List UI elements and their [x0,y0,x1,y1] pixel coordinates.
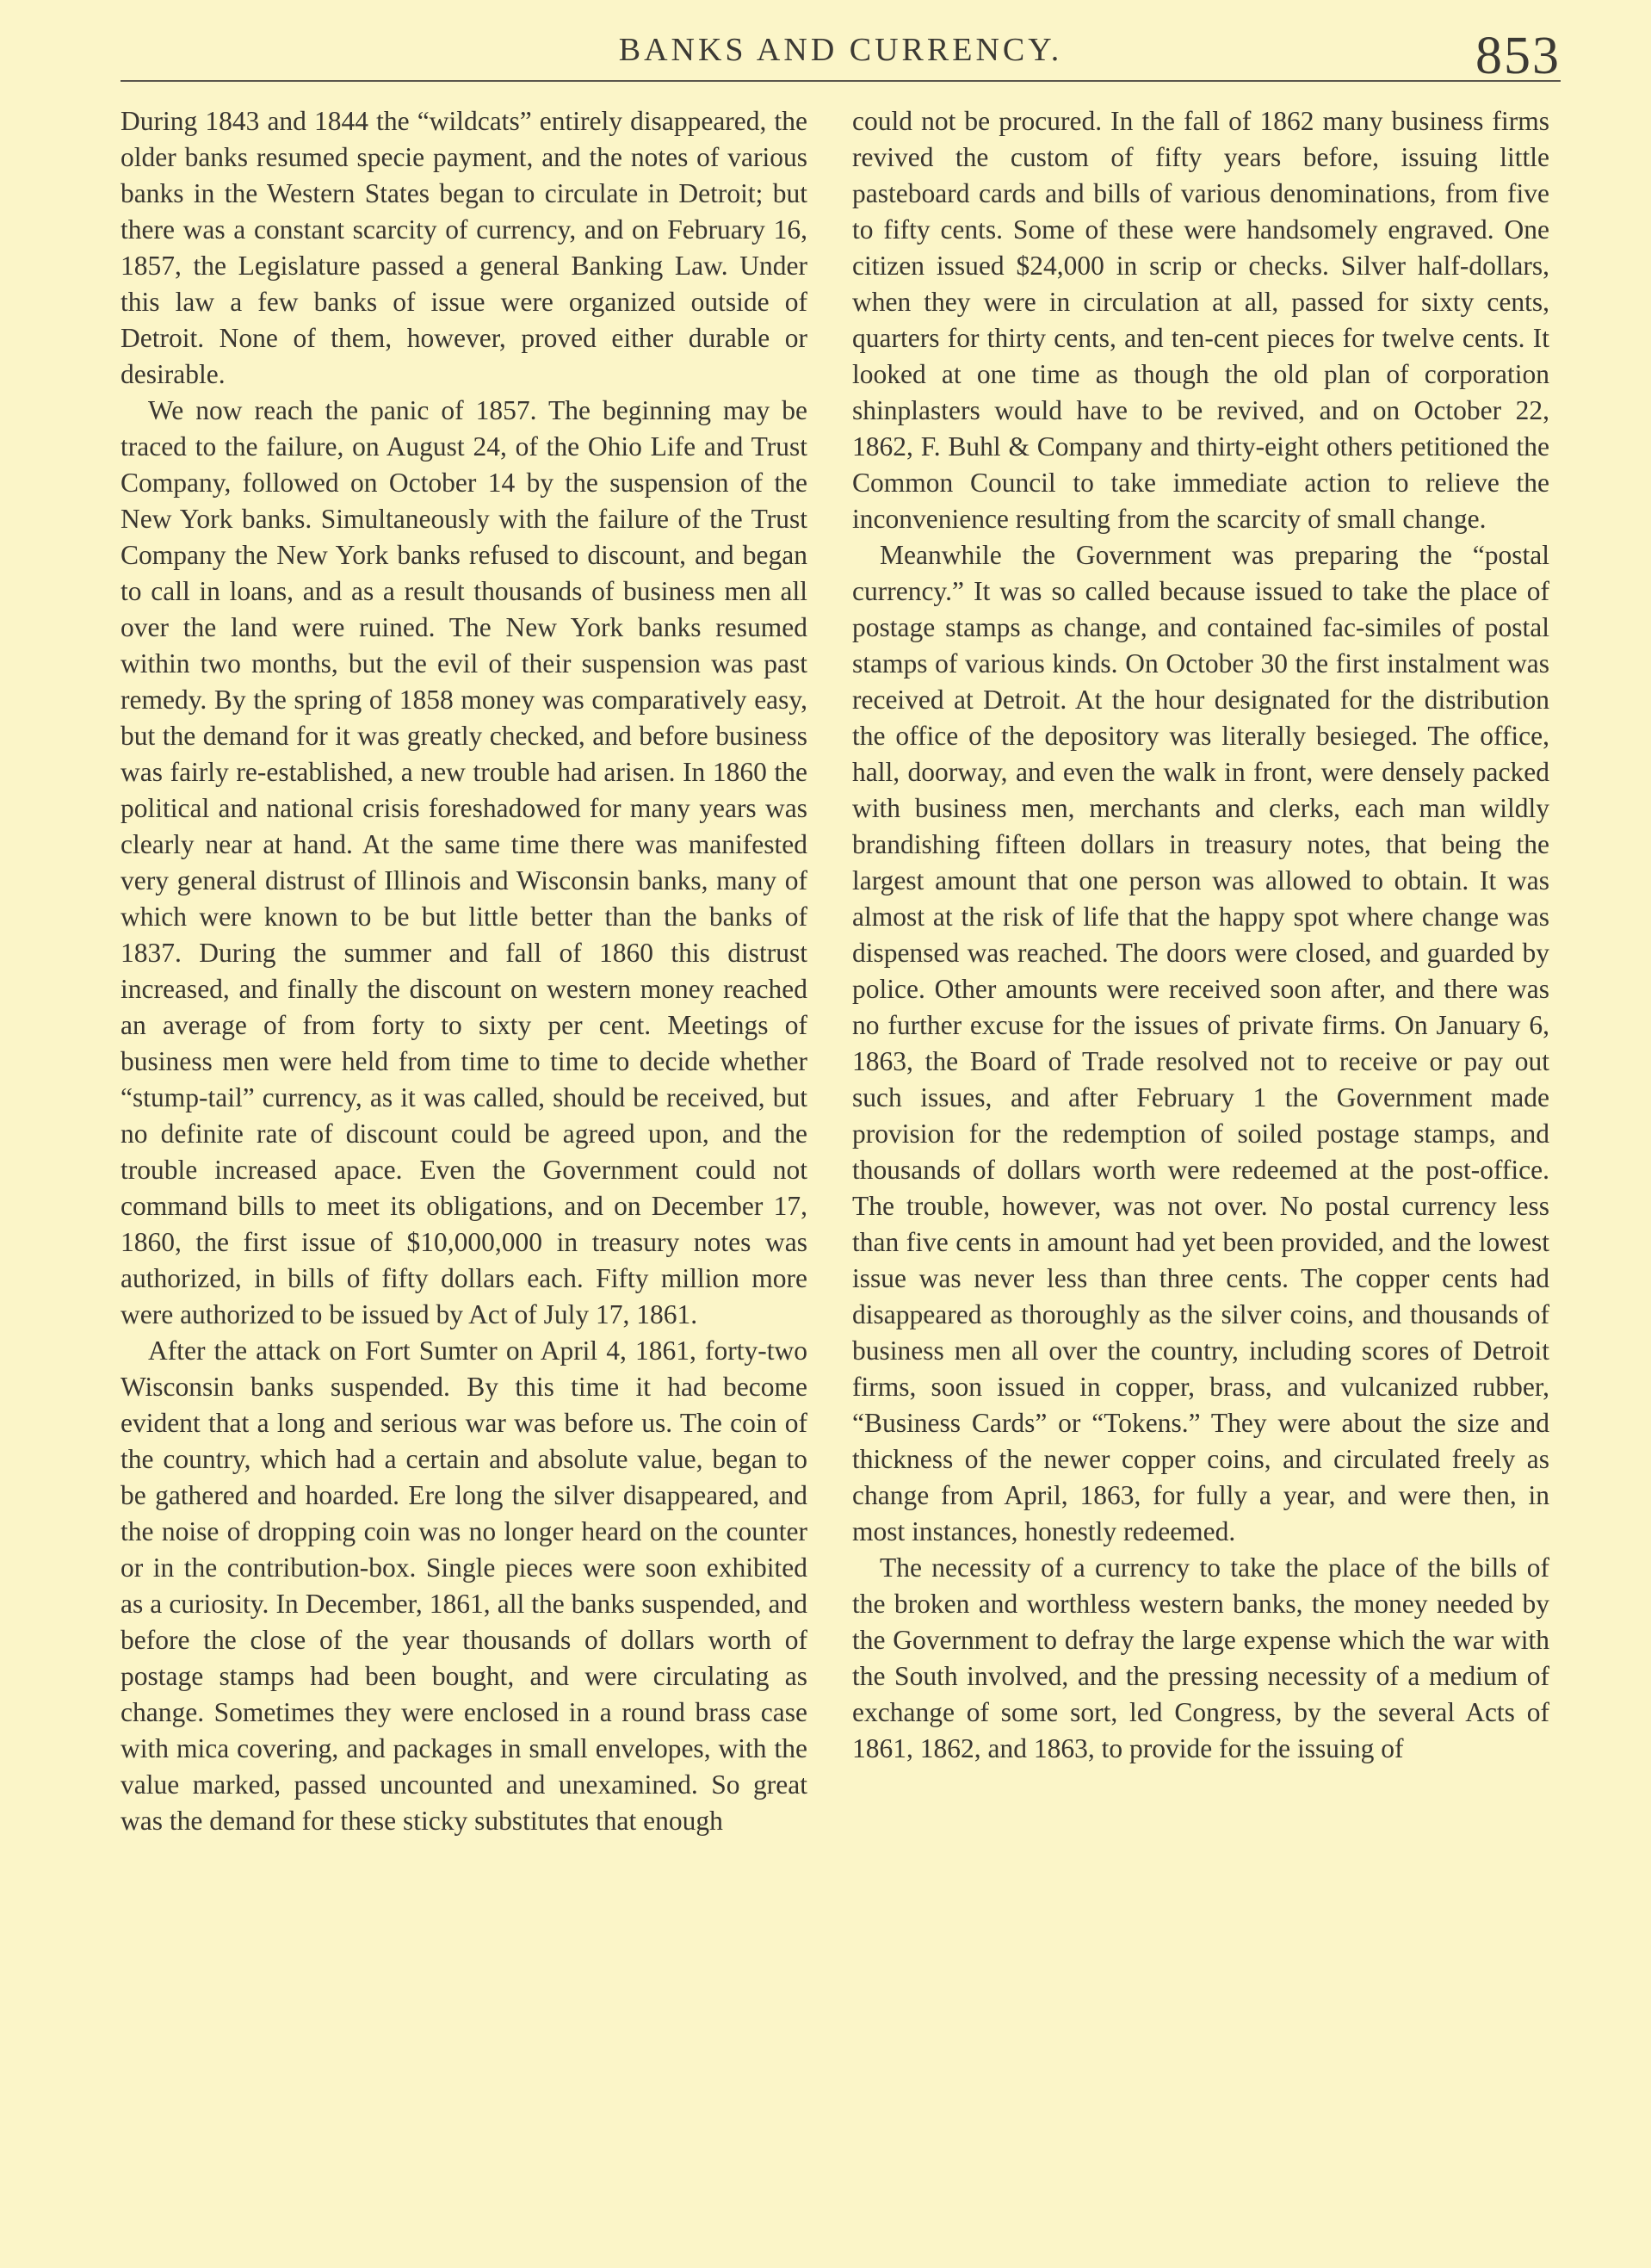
header-rule [121,80,1561,82]
paragraph-wildcats: During 1843 and 1844 the “wildcats” entirely disappeared, the older banks resumed specie payment, and the notes of various banks in the Western States began to circulate in Detroit; but there was a constant scarcity of currency, and on February 16, 1857, the Legislature passed a general Banking Law. Under this law a few banks of issue were organized outside of Detroit. None of them, however, proved either durable or desirable. [121,106,807,389]
paragraph-postal-currency: Meanwhile the Government was preparing the “postal currency.” It was so called because issued to take the place of postage stamps as change, and contained fac-similes of postal stamps of various kinds. On October 30 the first instalment was received at Detroit. At the hour designated for the distribution the office of the depository was literally besieged. The office, hall, doorway, and even the walk in front, were densely packed with business men, merchants and clerks, each man wildly brandishing fifteen dollars in treasury notes, that being the largest amount that one person was allowed to obtain. It was almost at the risk of life that the happy spot where change was dispensed was reached. The doors were closed, and guarded by police. Other amounts were received soon after, and there was no further excuse for the issues of private firms. On January 6, 1863, the Board of Trade resolved not to receive or pay out such issues, and after February 1 the Government made provision for the redemption of soiled postage stamps, and thousands of dollars worth were redeemed at the post-office. The trouble, however, was not over. No postal currency less than five cents in amount had yet been provided, and the lowest issue was never less than three cents. The copper cents had disappeared as thoroughly as the silver coins, and thousands of business men all over the country, including scores of Detroit firms, soon issued in copper, brass, and vulcanized rubber, “Business Cards” or “Tokens.” They were about the size and thickness of the newer copper coins, and circulated freely as change from April, 1863, for fully a year, and were then, in most instances, honestly redeemed. [852,540,1549,1546]
paragraph-fort-sumter: After the attack on Fort Sumter on April 4, 1861, forty-two Wisconsin banks suspended. By this time it had become evident that a long and serious war was before us. The coin of the country, which had a certain and absolute value, began to be gathered and hoarded. Ere long the silver disappeared, and the noise of dropping coin was no longer heard on the counter or in the contribution-box. Single pieces were soon exhibited as a curiosity. In December, 1861, all the banks suspended, and before the close of the year thousands of dollars worth of postage stamps had been bought, and were circulating as change. Sometimes they were enclosed in a round brass case with mica covering, and packages in small envelopes, with the value marked, passed uncounted and unexamined. So great was the demand for these sticky substitutes that enough [121,1335,807,1836]
paragraph-panic-1857: We now reach the panic of 1857. The beginning may be traced to the failure, on August 24, of the Ohio Life and Trust Company, followed on October 14 by the suspension of the New York banks. Simultaneously with the failure of the Trust Company the New York banks refused to discount, and began to call in loans, and as a result thousands of business men all over the land were ruined. The New York banks resumed within two months, but the evil of their suspension was past remedy. By the spring of 1858 money was comparatively easy, but the demand for it was greatly checked, and before business was fairly re-established, a new trouble had arisen. In 1860 the political and national crisis foreshadowed for many years was clearly near at hand. At the same time there was manifested very general distrust of Illinois and Wisconsin banks, many of which were known to be but little better than the banks of 1837. During the summer and fall of 1860 this distrust increased, and finally the discount on western money reached an average of from forty to sixty per cent. Meetings of business men were held from time to time to decide whether “stump-tail” currency, as it was called, should be received, but no definite rate of discount could be agreed upon, and the trouble increased apace. Even the Government could not command bills to meet its obligations, and on December 17, 1860, the first issue of $10,000,000 in treasury notes was authorized, in bills of fifty dollars each. Fifty million more were authorized to be issued by Act of July 17, 1861. [121,395,807,1329]
left-column [121,103,807,1839]
page-header [121,19,1561,85]
running-title: BANKS AND CURRENCY. [618,32,1063,68]
right-column [852,103,1549,1767]
paragraph-pasteboard-cards: could not be procured. In the fall of 1862 many business firms revived the custom of fifty years before, issuing little pasteboard cards and bills of various denominations, from five to fifty cents. Some of these were handsomely engraved. One citizen issued $24,000 in scrip or checks. Silver half-dollars, when they were in circulation at all, passed for sixty cents, quarters for thirty cents, and ten-cent pieces for twelve cents. It looked at one time as though the old plan of corporation shinplasters would have to be revived, and on October 22, 1862, F. Buhl & Company and thirty-eight others petitioned the Common Council to take immediate action to relieve the inconvenience resulting from the scarcity of small change. [852,106,1549,534]
paragraph-necessity-of-currency: The necessity of a currency to take the place of the bills of the broken and worthless western banks, the money needed by the Government to defray the large expense which the war with the South involved, and the pressing necessity of a medium of exchange of some sort, led Congress, by the several Acts of 1861, 1862, and 1863, to provide for the issuing of [852,1552,1549,1763]
page-number: 853 [1475,27,1561,85]
